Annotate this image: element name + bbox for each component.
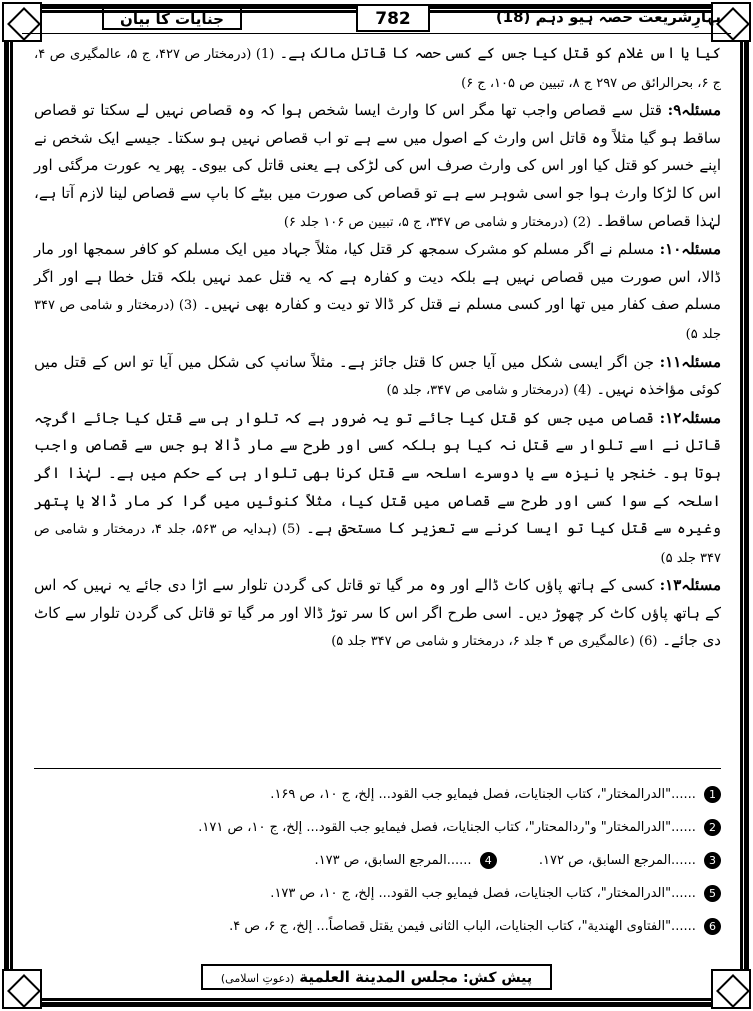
masala-11: مسئلہ۱۱: جن اگر ایسی شکل میں آیا جس کا قتل جائز ہے۔ مثلاً سانپ کی شکل میں آیا تو اس کے قتل میں کوئی مؤاخذہ نہیں۔ (4) (درمختار و شامی ص ۳۴۷، جلد ۵)	[34, 352, 721, 399]
masala-13: مسئلہ۱۳: کسی کے ہاتھ پاؤں کاٹ ڈالے اور وہ مر گیا تو قاتل کی گردن تلوار سے اڑا دی جائے یہ نہیں کہ اس کے ہاتھ پاؤں کاٹ کر چھوڑ دیں۔ اسی طرح اگر اس کا سر توڑ ڈالا اور مر گیا تو قاتل کی گردن تلوار سے کاٹ دی جائے۔ (6) (عالمگیری ص ۴ جلد ۶، درمختار و شامی ص ۳۴۷ جلد ۵)	[34, 576, 721, 650]
masala-10: مسئلہ۱۰: مسلم نے اگر مسلم کو مشرک سمجھ کر قتل کیا، مثلاً جہاد میں ایک مسلم کو کافر سمجھا اور مار ڈالا، اس صورت میں قصاص نہیں ہے بلکہ دیت و کفارہ ہے کہ یہ قتل عمد نہیں بلکہ قتل خطا ہے اور اگر مسلم صف کفار میں تھا اور کسی مسلم نے قتل کر ڈالا تو دیت و کفارہ بھی نہیں۔ (3) (درمختار و شامی ص ۳۴۷ جلد ۵)	[34, 240, 721, 342]
presenter-label: پیش کش:	[462, 970, 533, 986]
reference: (4) (درمختار و شامی ص ۳۴۷، جلد ۵)	[386, 383, 592, 399]
book-title: بہارِشریعت حصہ ہیو دہم (18)	[495, 8, 721, 26]
reference: (5) (ہدایہ ص ۵۶۳، جلد ۴، درمختار و شامی ص ۳۴۷ جلد ۵)	[34, 522, 721, 566]
footnote-divider	[34, 768, 721, 769]
footnote-number: 4	[480, 852, 497, 869]
reference: (6) (عالمگیری ص ۴ جلد ۶، درمختار و شامی ص ۳۴۷ جلد ۵)	[331, 634, 658, 650]
footnote-pair-item	[315, 844, 497, 877]
footnote-pair-item	[539, 844, 721, 877]
reference: (2) (درمختار و شامی ص ۳۴۷، ج ۵، تبیین ص ۱۰۶ جلد ۶)	[283, 214, 592, 230]
footnote-text: ......"الدرالمختار"، کتاب الجنایات، فصل فیمایو جب القود... إلخ، ج ۱۰، ص ۱۷۳.	[270, 886, 696, 901]
page-number: 782	[356, 4, 430, 32]
footnote-number: 3	[704, 852, 721, 869]
masala-label: مسئلہ۱۰:	[659, 240, 721, 259]
footnote-text: ......"الدرالمختار" و"ردالمحتار"، کتاب الجنایات، فصل فیمایو جب القود... إلخ، ج ۱۰، ص ۱۷۱.	[198, 820, 696, 835]
footnote	[34, 877, 721, 910]
paragraph-continuation: کیا یا اس غلام کو قتل کیا جس کے کسی حصہ کا قاتل مالک ہے۔ (1) (درمختار ص ۴۲۷، ج ۵، عالمگیری ص ۴، ج ۶، بحرالرائق ص ۲۹۷ ج ۸، تبیین ص ۱۰۵، ج ۶)	[34, 44, 721, 91]
masala-label: مسئلہ۱۲:	[659, 408, 721, 427]
page-footer	[0, 964, 753, 1000]
footnotes	[34, 778, 721, 943]
footnote-text: ......المرجع السابق، ص ۱۷۲.	[538, 853, 696, 868]
masala-label: مسئلہ۱۱:	[659, 352, 721, 371]
publisher-box	[201, 964, 552, 990]
masala-label: مسئلہ۹:	[667, 101, 721, 120]
section-title: جنایات کا بیان	[102, 6, 242, 30]
footnote-text: ......"الدرالمختار"، کتاب الجنایات، فصل فیمایو جب القود... إلخ، ج ۱۰، ص ۱۶۹.	[270, 787, 696, 802]
footnote-text: ......المرجع السابق، ص ۱۷۳.	[314, 853, 472, 868]
reference: (1) (درمختار ص ۴۲۷، ج ۵، عالمگیری ص ۴، ج ۶، بحرالرائق ص ۲۹۷ ج ۸، تبیین ص ۱۰۵، ج ۶)	[34, 47, 721, 91]
footnote-number: 2	[704, 819, 721, 836]
masala-12: مسئلہ۱۲: قصاص میں جس کو قتل کیا جائے تو یہ ضرور ہے کہ تلوار ہی سے قتل کیا جائے اگرچہ قاتل نے اسے تلوار سے قتل نہ کیا ہو بلکہ کسی اور طرح سے مار ڈالا ہو جس سے قصاص واجب ہوتا ہو۔ خنجر یا نیزہ سے یا دوسرے اسلحہ سے قتل کرنا بھی تلوار ہی کے حکم میں ہے۔ لہٰذا اگر اسلحہ کے سوا کسی اور طرح سے قصاص میں قتل کیا، مثلاً کنوئیں میں گرا کر مار ڈالا یا پتھر وغیرہ سے قتل کیا تو ایسا کرنے سے تعزیر کا مستحق ہے۔ (5) (ہدایہ ص ۵۶۳، جلد ۴، درمختار و شامی ص ۳۴۷ جلد ۵)	[34, 408, 721, 566]
footnote	[34, 811, 721, 844]
publisher-affiliation: (دعوتِ اسلامی)	[220, 972, 295, 985]
masala-label: مسئلہ۱۳:	[659, 576, 721, 595]
page-header	[22, 6, 731, 32]
masala-9: مسئلہ۹: قتل سے قصاص واجب تھا مگر اس کا وارث ایسا شخص ہوا کہ وہ قصاص نہیں لے سکتا تو قصاص ساقط ہو گیا مثلاً وہ قاتل اس وارث کے اصول میں سے ہے تو اب قصاص نہیں ہو سکتا۔ جیسے ایک شخص نے اپنے خسر کو قتل کیا اور اس کی وارث صرف اس کی لڑکی ہے یعنی قاتل کی بیوی۔ پھر یہ عورت مرگئی اور اس کا لڑکا وارث ہوا جو اسی شوہر سے ہے تو قصاص کی صورت میں بیٹے کا باپ سے قصاص لینا لازم آتا ہے، لہٰذا قصاص ساقط۔ (2) (درمختار و شامی ص ۳۴۷، ج ۵، تبیین ص ۱۰۶ جلد ۶)	[34, 101, 721, 230]
footnote-text: ......"الفتاوی الهندیة"، کتاب الجنایات، الباب الثانی فیمن یقتل قصاصاً... إلخ، ج ۶، ص ۴.	[229, 919, 696, 934]
footnote-number: 5	[704, 885, 721, 902]
header-divider	[22, 33, 731, 34]
footnote-number: 6	[704, 918, 721, 935]
publisher-name: مجلس المدینة العلمیة	[299, 968, 459, 986]
footnote	[34, 910, 721, 943]
reference: (3) (درمختار و شامی ص ۳۴۷ جلد ۵)	[34, 298, 721, 342]
main-text	[34, 40, 721, 656]
footnote	[34, 778, 721, 811]
footnote-number: 1	[704, 786, 721, 803]
footnote	[34, 844, 721, 877]
